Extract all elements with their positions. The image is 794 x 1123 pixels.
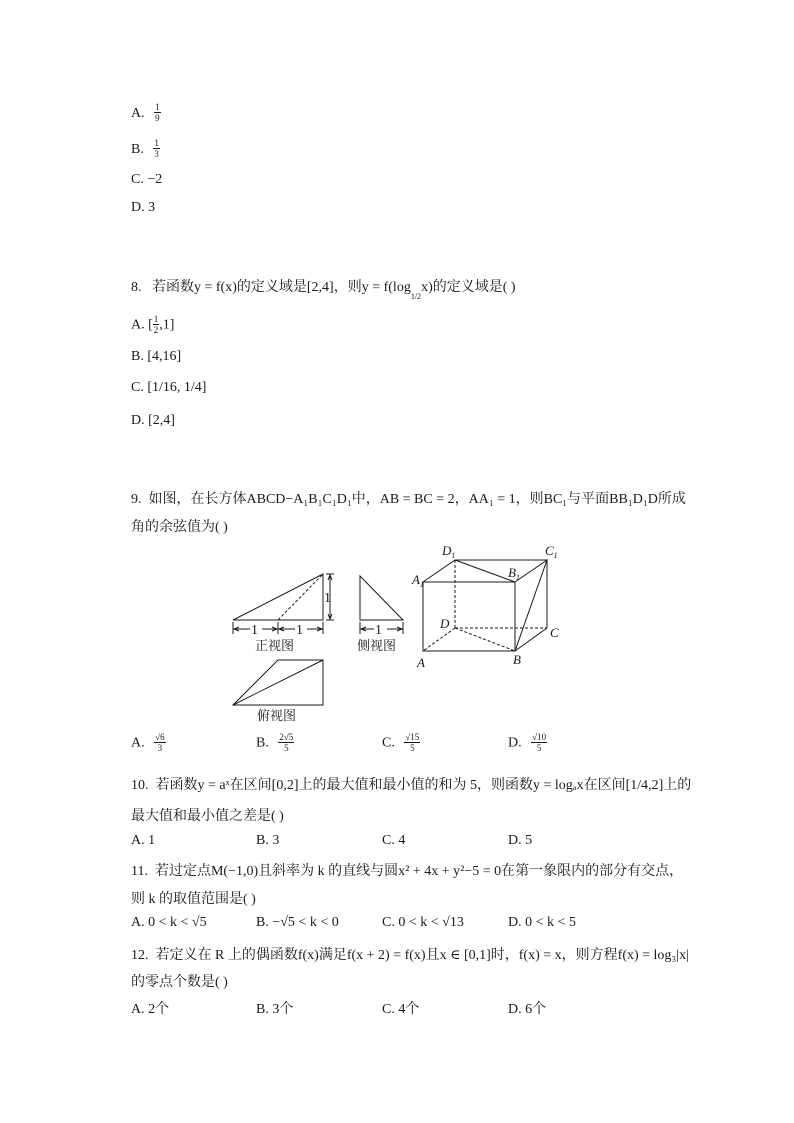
front-view-label: 正视图 [255, 638, 295, 653]
vertex-d1: $D_1$ [442, 543, 456, 560]
front-width-label-1: 1 [251, 623, 258, 638]
q9-option-b[interactable]: B. $\frac{2√5}{5}$ [256, 732, 294, 753]
log-base: 1/2 [410, 292, 422, 301]
q9-stem-line1: 9. 如图，在长方体ABCD−A₁B₁C₁D₁中，AB = BC = 2，AA₁ = 1，则BC₁与平面BB₁D₁D所成 [131, 492, 686, 507]
fraction: $\frac{1}{2}$ [153, 314, 159, 335]
q8-option-a[interactable]: A. [ $\frac{1}{2}$ ,1] [131, 314, 175, 335]
q9-figure [220, 540, 580, 730]
cuboid-shape [423, 560, 547, 651]
q10-stem-line1: 10. 若函数y = aˣ在区间[0,2]上的最大值和最小值的和为 5，则函数y = logₐx在区间[1/4,2]上的 [131, 778, 692, 793]
q12-stem-line1: 12. 若定义在 R 上的偶函数f(x)满足f(x + 2) = f(x)且x ∈ [0,1]时，f(x) = x，则方程f(x) = log₃|x| [131, 948, 689, 963]
front-height-label: 1 [324, 591, 331, 606]
q7-option-d[interactable]: D. 3 [131, 200, 156, 215]
q9-option-c[interactable]: C. $\frac{√15}{5}$ [382, 732, 420, 753]
q10-option-a[interactable]: A. 1 [131, 833, 156, 848]
q9-option-a[interactable]: A. $\frac{√6}{3}$ [131, 732, 165, 753]
vertex-a: A [417, 655, 425, 670]
vertex-b: B [513, 652, 521, 667]
vertex-c1: $C_1$ [545, 543, 558, 560]
q8-option-b[interactable]: B. [4,16] [131, 349, 182, 364]
q12-option-d[interactable]: D. 6个 [508, 1002, 547, 1017]
q11-stem-line2: 则 k 的取值范围是( ) [131, 892, 256, 907]
vertex-b1: $B_1$ [508, 565, 520, 582]
side-width-label: 1 [375, 623, 382, 638]
q8-option-d[interactable]: D. [2,4] [131, 413, 175, 428]
q9-option-d[interactable]: D. $\frac{√10}{5}$ [508, 732, 547, 753]
q9-stem-line2: 角的余弦值为( ) [131, 520, 228, 535]
q11-option-c[interactable]: C. 0 < k < √13 [382, 915, 464, 930]
vertex-a1: $A_1$ [412, 572, 424, 589]
top-view-label: 俯视图 [257, 708, 297, 723]
q8-stem: 8. 若函数y = f(x)的定义域是[2,4]，则$y = f(\log_{1/2}x)$的定义域是( ) [131, 280, 516, 301]
q7-option-c[interactable]: C. −2 [131, 172, 163, 187]
q12-stem-line2: 的零点个数是( ) [131, 975, 228, 990]
q11-option-b[interactable]: B. −√5 < k < 0 [256, 915, 339, 930]
q12-option-b[interactable]: B. 3个 [256, 1002, 294, 1017]
q11-stem-line1: 11. 若过定点M(−1,0)且斜率为 k 的直线与圆x² + 4x + y²−5 = 0在第一象限内的部分有交点， [131, 864, 684, 879]
q10-option-b[interactable]: B. 3 [256, 833, 280, 848]
q7-option-a[interactable]: A. $\frac{1}{9}$ [131, 102, 160, 123]
front-width-label-2: 1 [296, 623, 303, 638]
q11-option-d[interactable]: D. 0 < k < 5 [508, 915, 576, 930]
vertex-d: D [440, 616, 450, 631]
q10-option-c[interactable]: C. 4 [382, 833, 406, 848]
q11-option-a[interactable]: A. 0 < k < √5 [131, 915, 207, 930]
vertex-c: C [550, 625, 559, 640]
q10-option-d[interactable]: D. 5 [508, 833, 533, 848]
top-view-shape [233, 660, 323, 705]
fraction: $\frac{1}{9}$ [155, 102, 160, 123]
fraction: $\frac{√10}{5}$ [532, 732, 547, 753]
fraction: $\frac{1}{3}$ [154, 138, 159, 159]
q7-option-b[interactable]: B. $\frac{1}{3}$ [131, 138, 159, 159]
q10-stem-line2: 最大值和最小值之差是( ) [131, 809, 284, 824]
q8-option-c[interactable]: C. [1/16, 1/4] [131, 380, 207, 395]
side-view-label: 侧视图 [357, 638, 397, 653]
fraction: $\frac{2√5}{5}$ [279, 732, 294, 753]
q12-option-c[interactable]: C. 4个 [382, 1002, 420, 1017]
fraction: $\frac{√15}{5}$ [405, 732, 420, 753]
fraction: $\frac{√6}{3}$ [155, 732, 165, 753]
front-view-shape [233, 574, 334, 634]
q12-option-a[interactable]: A. 2个 [131, 1002, 170, 1017]
